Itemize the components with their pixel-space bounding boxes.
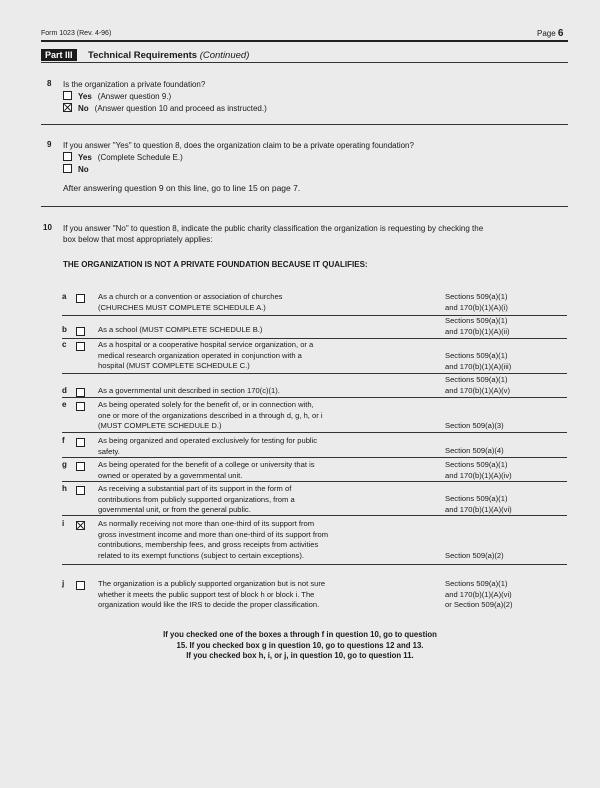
row-i-description-line: contributions, membership fees, and gross receipts from activities xyxy=(98,540,319,550)
part-title-continued: (Continued) xyxy=(199,50,250,61)
row-e-description-line: As being operated solely for the benefit of, or in connection with, xyxy=(98,400,314,409)
q8-no-checkbox[interactable] xyxy=(63,103,72,112)
row-divider xyxy=(62,481,567,482)
row-a-description-line: As a church or a convention or association of churches xyxy=(98,292,283,301)
row-a-section-line: and 170(b)(1)(A)(i) xyxy=(445,302,508,312)
q8-yes-checkbox[interactable] xyxy=(63,91,72,100)
row-i-sections xyxy=(445,551,585,562)
q8-option-yes[interactable] xyxy=(63,91,171,102)
row-a-sections xyxy=(445,292,585,313)
row-g-description-line: As being operated for the benefit of a college or university that is xyxy=(98,460,315,469)
part-rule xyxy=(41,62,568,63)
row-b-description xyxy=(98,325,394,336)
q10-footer-line3: If you checked box h, i, or j, in question 10, go to question 11. xyxy=(186,651,414,660)
row-i-description-line: related to its exempt functions (subject to certain exceptions). xyxy=(98,550,304,560)
row-h-description-line: As receiving a substantial part of its support in the form of xyxy=(98,484,292,493)
row-i-checkbox[interactable] xyxy=(76,521,85,530)
part-title-text: Technical Requirements xyxy=(87,50,198,61)
row-i-description-line: As normally receiving not more than one-third of its support from xyxy=(98,519,315,528)
row-i-description xyxy=(98,519,394,561)
row-c-description xyxy=(98,340,394,372)
row-b-sections xyxy=(445,316,585,337)
q8-option-no[interactable] xyxy=(63,103,267,114)
row-g-sections xyxy=(445,460,585,481)
row-e-sections xyxy=(445,421,585,432)
q9-option-yes[interactable] xyxy=(63,152,183,163)
row-divider xyxy=(62,338,567,339)
q8-yes-label: Yes xyxy=(78,92,92,101)
row-g-description xyxy=(98,460,394,481)
q9-rule xyxy=(41,206,568,207)
q8-rule xyxy=(41,124,568,125)
row-c-description-line: As a hospital or a cooperative hospital service organization, or a xyxy=(98,340,314,349)
q9-option-no[interactable] xyxy=(63,164,95,175)
row-d-checkbox[interactable] xyxy=(76,388,85,397)
row-g-description-line: owned or operated by a governmental unit. xyxy=(98,470,243,480)
row-c-section-line: and 170(b)(1)(A)(iii) xyxy=(445,361,512,371)
row-a-checkbox[interactable] xyxy=(76,294,85,303)
row-h-section-line: and 170(b)(1)(A)(vi) xyxy=(445,504,512,514)
row-a-description xyxy=(98,292,394,313)
row-j-section-line: and 170(b)(1)(A)(vi) xyxy=(445,589,512,599)
q8-no-note: (Answer question 10 and proceed as instructed.) xyxy=(94,104,267,113)
row-f-section-line: Section 509(a)(4) xyxy=(445,446,504,455)
row-h-description-line: contributions from publicly supported organizations, from a xyxy=(98,494,295,504)
q10-question xyxy=(63,223,563,245)
part-title xyxy=(88,50,249,61)
row-f-letter: f xyxy=(62,436,65,445)
row-e-description-line: (MUST COMPLETE SCHEDULE D.) xyxy=(98,421,222,431)
row-divider xyxy=(62,373,567,374)
row-j-section-line: or Section 509(a)(2) xyxy=(445,600,513,610)
row-g-checkbox[interactable] xyxy=(76,462,85,471)
form-id: Form 1023 (Rev. 4-96) xyxy=(41,30,112,37)
row-d-description xyxy=(98,386,394,397)
row-g-section-line: Sections 509(a)(1) xyxy=(445,460,508,469)
row-divider xyxy=(62,397,567,398)
q9-question: If you answer "Yes" to question 8, does the organization claim to be a private operating foundation? xyxy=(63,141,414,150)
q8-no-label: No xyxy=(78,104,89,113)
row-f-description-line: As being organized and operated exclusively for testing for public xyxy=(98,436,318,445)
row-d-sections xyxy=(445,375,585,396)
row-j-letter: j xyxy=(62,579,65,588)
q10-question-line1: If you answer "No" to question 8, indicate the public charity classification the organization is requesting by checking the xyxy=(63,224,484,233)
row-d-section-line: and 170(b)(1)(A)(v) xyxy=(445,385,510,395)
row-c-letter: c xyxy=(62,340,67,349)
row-j-section-line: Sections 509(a)(1) xyxy=(445,579,508,588)
row-d-letter: d xyxy=(62,386,67,395)
row-e-checkbox[interactable] xyxy=(76,402,85,411)
row-h-checkbox[interactable] xyxy=(76,486,85,495)
row-b-checkbox[interactable] xyxy=(76,327,85,336)
row-f-sections xyxy=(445,446,585,457)
page-indicator xyxy=(537,28,563,39)
q9-no-label: No xyxy=(78,165,89,174)
part-badge: Part III xyxy=(41,49,77,61)
row-divider xyxy=(62,564,567,565)
row-b-letter: b xyxy=(62,325,67,334)
row-i-description-line: gross investment income and more than one-third of its support from xyxy=(98,529,329,539)
q10-number: 10 xyxy=(43,223,52,232)
row-b-section-line: and 170(b)(1)(A)(ii) xyxy=(445,326,510,336)
page-number: 6 xyxy=(557,28,564,39)
row-c-section-line: Sections 509(a)(1) xyxy=(445,351,508,360)
row-e-description xyxy=(98,400,394,432)
row-i-section-line: Section 509(a)(2) xyxy=(445,551,504,560)
row-b-description-line: As a school (MUST COMPLETE SCHEDULE B.) xyxy=(98,325,263,334)
row-d-description-line: As a governmental unit described in section 170(c)(1). xyxy=(98,386,280,395)
q10-footer-line2: 15. If you checked box g in question 10, go to questions 12 and 13. xyxy=(176,640,424,650)
q9-yes-label: Yes xyxy=(78,153,92,162)
q9-yes-checkbox[interactable] xyxy=(63,152,72,161)
q10-footer xyxy=(120,630,480,662)
row-h-description xyxy=(98,484,394,516)
row-g-letter: g xyxy=(62,460,67,469)
row-j-description xyxy=(98,579,394,611)
row-i-letter: i xyxy=(62,519,65,528)
row-j-description-line: The organization is a publicly supported organization but is not sure xyxy=(98,579,326,588)
header-rule xyxy=(41,40,568,42)
q9-yes-note: (Complete Schedule E.) xyxy=(97,153,183,162)
row-c-checkbox[interactable] xyxy=(76,342,85,351)
q8-number: 8 xyxy=(47,79,52,88)
row-g-section-line: and 170(b)(1)(A)(iv) xyxy=(445,470,512,480)
row-h-section-line: Sections 509(a)(1) xyxy=(445,494,508,503)
row-a-letter: a xyxy=(62,292,67,301)
row-a-description-line: (CHURCHES MUST COMPLETE SCHEDULE A.) xyxy=(98,302,266,312)
row-c-description-line: medical research organization operated in conjunction with a xyxy=(98,350,302,360)
q9-number: 9 xyxy=(47,140,52,149)
q8-yes-note: (Answer question 9.) xyxy=(97,92,172,101)
row-e-section-line: Section 509(a)(3) xyxy=(445,421,504,430)
part-heading xyxy=(41,45,249,63)
row-c-description-line: hospital (MUST COMPLETE SCHEDULE C.) xyxy=(98,361,250,371)
row-d-section-line: Sections 509(a)(1) xyxy=(445,375,508,384)
row-a-section-line: Sections 509(a)(1) xyxy=(445,292,508,301)
row-divider xyxy=(62,432,567,433)
q8-question: Is the organization a private foundation? xyxy=(63,80,206,89)
row-h-sections xyxy=(445,494,585,515)
row-e-description-line: one or more of the organizations described in a through d, g, h, or i xyxy=(98,410,323,420)
row-b-section-line: Sections 509(a)(1) xyxy=(445,316,508,325)
row-h-description-line: governmental unit, or from the general public. xyxy=(98,505,251,515)
row-j-sections xyxy=(445,579,585,611)
q10-footer-line1: If you checked one of the boxes a through f in question 10, go to question xyxy=(163,630,437,639)
page-label: Page xyxy=(537,29,556,38)
q9-no-checkbox[interactable] xyxy=(63,164,72,173)
row-f-description xyxy=(98,436,394,457)
q9-after-instruction: After answering question 9 on this line, go to line 15 on page 7. xyxy=(63,183,301,193)
q10-question-line2: box below that most appropriately applies: xyxy=(63,235,213,244)
row-c-sections xyxy=(445,351,585,372)
row-divider xyxy=(62,457,567,458)
row-e-letter: e xyxy=(62,400,67,409)
row-j-checkbox[interactable] xyxy=(76,581,85,590)
row-divider xyxy=(62,515,567,516)
row-j-description-line: organization would like the IRS to decide the proper classification. xyxy=(98,600,320,610)
row-j-description-line: whether it meets the public support test of block h or block i. The xyxy=(98,589,315,599)
row-f-description-line: safety. xyxy=(98,446,120,456)
row-h-letter: h xyxy=(62,484,67,493)
q10-heading: THE ORGANIZATION IS NOT A PRIVATE FOUNDATION BECAUSE IT QUALIFIES: xyxy=(63,260,368,269)
row-f-checkbox[interactable] xyxy=(76,438,85,447)
